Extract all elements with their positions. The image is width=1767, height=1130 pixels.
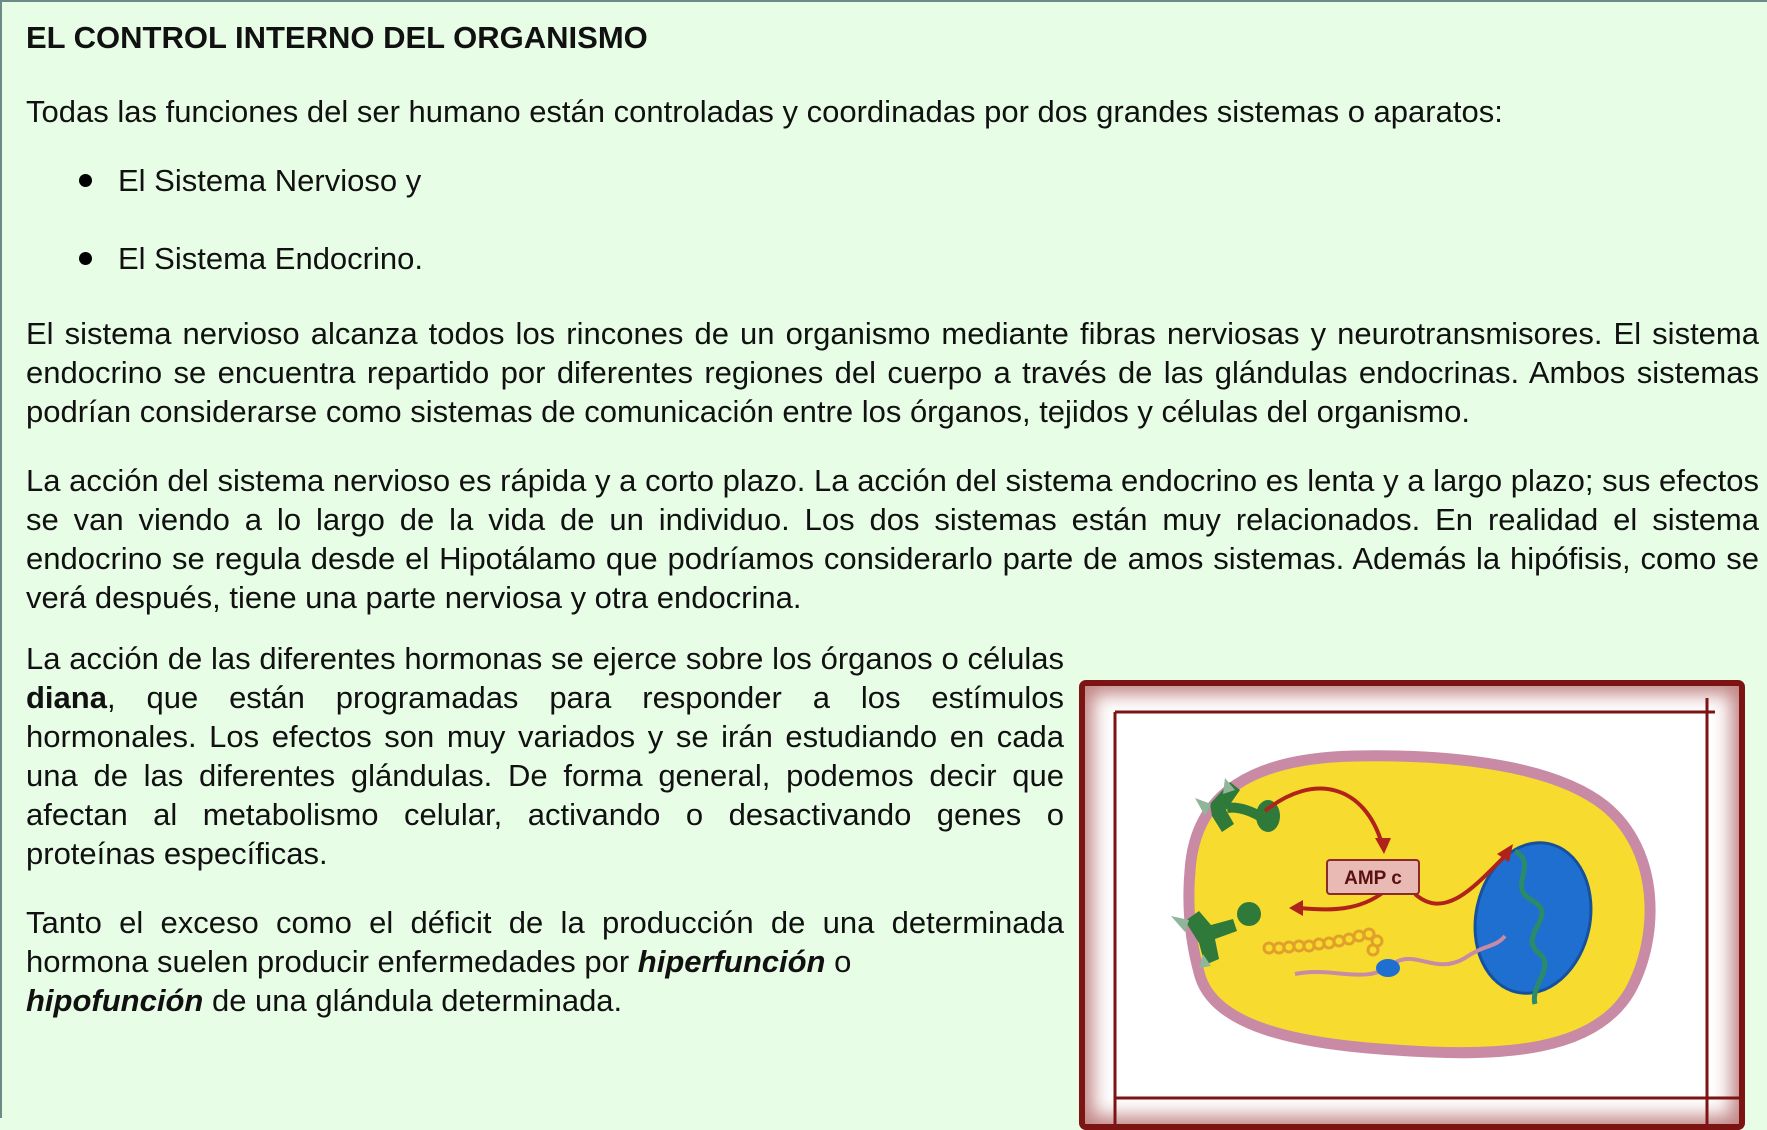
page-title: EL CONTROL INTERNO DEL ORGANISMO bbox=[26, 20, 648, 55]
text-segment: La acción de las diferentes hormonas se ejerce sobre los órganos o células bbox=[26, 641, 1064, 676]
bullet-icon bbox=[79, 174, 92, 187]
cell-diagram-svg bbox=[1085, 686, 1739, 1124]
list-item bbox=[26, 239, 1759, 278]
text-segment: , que están programadas para responder a los estímulos hormonales. Los efectos son muy variados y se irán estudiando en cada una de las diferentes glándulas. De forma general, podemos decir que afectan al metabolismo celular, activando o desactivando genes o proteínas específicas. bbox=[26, 680, 1064, 871]
ampc-label: AMP c bbox=[1344, 868, 1402, 889]
paragraph-disease bbox=[26, 903, 1064, 1020]
systems-list bbox=[26, 161, 1759, 278]
paragraph-nervous-endocrine: El sistema nervioso alcanza todos los rincones de un organismo mediante fibras nerviosas y neurotransmisores. El sistema endocrino se encuentra repartido por diferentes regiones del cuerpo a través de las glándulas endocrinas. Ambos sistemas podrían considerarse como sistemas de comunicación entre los órganos, tejidos y células del organismo. bbox=[26, 316, 1759, 429]
list-item bbox=[26, 161, 1759, 200]
paragraph-action-speed: La acción del sistema nervioso es rápida y a corto plazo. La acción del sistema endocrino es lenta y a largo plazo; sus efectos se van viendo a lo largo de la vida de un individuo. Los dos sistemas están muy relacionados. En realidad el sistema endocrino se regula desde el Hipotálamo que podríamos considerarlo parte de amos sistemas. Además la hipófisis, como se verá después, tiene una parte nerviosa y otra endocrina. bbox=[26, 463, 1759, 615]
text-segment: de una glándula determinada. bbox=[203, 983, 623, 1018]
bold-term-diana: diana bbox=[26, 680, 107, 715]
paragraph-target-cells bbox=[26, 639, 1064, 873]
list-item-label: El Sistema Nervioso y bbox=[118, 163, 422, 198]
emph-term-hiperfuncion: hiperfunción bbox=[637, 944, 826, 979]
text-segment: Tanto el exceso como el déficit de la producción de una determinada hormona suelen producir enfermedades por bbox=[26, 905, 1064, 979]
intro-paragraph: Todas las funciones del ser humano están controladas y coordinadas por dos grandes sistemas o aparatos: bbox=[26, 94, 1503, 129]
text-segment: o bbox=[825, 944, 852, 979]
lower-text bbox=[26, 639, 1064, 1020]
bullet-icon bbox=[79, 252, 92, 265]
ribosome bbox=[1376, 959, 1400, 977]
emph-term-hipofuncion: hipofunción bbox=[26, 983, 204, 1018]
list-item-label: El Sistema Endocrino. bbox=[118, 241, 423, 276]
cell-hormone-diagram bbox=[1079, 680, 1745, 1130]
